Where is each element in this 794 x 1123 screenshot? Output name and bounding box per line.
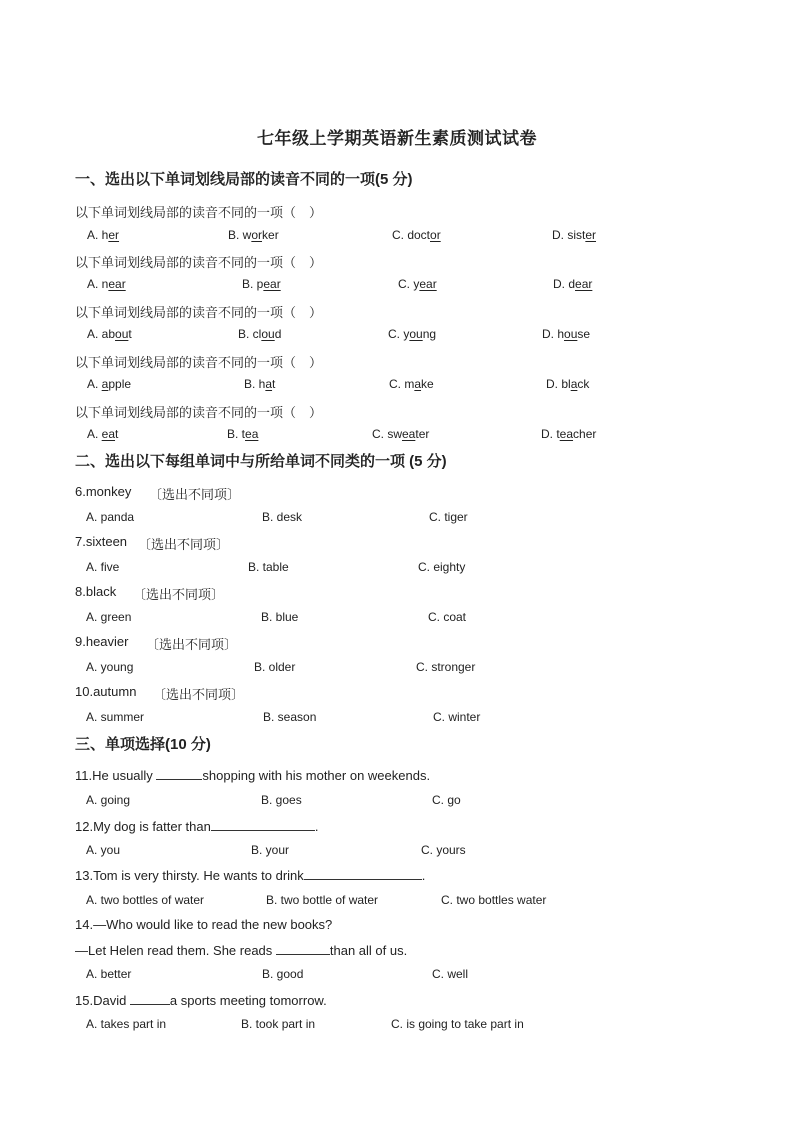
option-text: ng xyxy=(422,327,437,341)
exam-title: 七年级上学期英语新生素质测试试卷 xyxy=(257,129,537,148)
option-b[interactable]: B. two bottle of water xyxy=(266,893,379,907)
underlined-letters: ear xyxy=(108,277,126,291)
underlined-letters: a xyxy=(265,377,273,391)
option-c[interactable]: C. winter xyxy=(433,710,481,724)
option-a[interactable]: A. five xyxy=(86,560,120,574)
option-d[interactable] xyxy=(552,228,596,242)
question-14-line1: 14.—Who would like to read the new books? xyxy=(75,917,333,932)
option-text: t xyxy=(272,377,276,391)
question-prompt: 以下单词划线局部的读音不同的一项（ ） xyxy=(75,355,323,370)
option-b[interactable] xyxy=(244,377,275,391)
underlined-letters: ea xyxy=(402,427,416,441)
question-11: 11.He usually shopping with his mother on weekends. xyxy=(75,768,431,783)
option-text: ker xyxy=(262,228,279,242)
underlined-letters: ear xyxy=(263,277,281,291)
underlined-letters: ear xyxy=(419,277,437,291)
option-text: C. y xyxy=(388,327,410,341)
question-13: 13.Tom is very thirsty. He wants to drink . xyxy=(75,868,426,883)
option-text: B. cl xyxy=(238,327,262,341)
option-text: C. y xyxy=(398,277,420,291)
option-c[interactable]: C. eighty xyxy=(418,560,466,574)
option-b[interactable]: B. took part in xyxy=(241,1017,316,1031)
answer-blank[interactable] xyxy=(130,992,170,1005)
answer-blank[interactable] xyxy=(304,867,422,880)
option-a[interactable]: A. you xyxy=(86,843,121,857)
option-c[interactable] xyxy=(372,427,429,441)
answer-blank[interactable] xyxy=(211,818,315,831)
option-c[interactable]: C. is going to take part in xyxy=(391,1017,524,1031)
option-b[interactable]: B. season xyxy=(263,710,317,724)
option-text: pple xyxy=(108,377,132,391)
option-text: t xyxy=(115,427,119,441)
question-hint: 〔选出不同项〕 xyxy=(146,637,238,652)
option-a[interactable]: A. two bottles of water xyxy=(86,893,205,907)
question-word: 8.black xyxy=(75,584,117,599)
option-text: A. xyxy=(87,377,102,391)
question-12: 12.My dog is fatter than . xyxy=(75,819,319,834)
option-text: D. sist xyxy=(552,228,586,242)
question-15: 15.David a sports meeting tomorrow. xyxy=(75,993,327,1008)
option-text: A. h xyxy=(87,228,109,242)
option-a[interactable] xyxy=(87,228,119,242)
option-text: ke xyxy=(421,377,434,391)
option-a[interactable] xyxy=(87,427,118,441)
option-text: C. m xyxy=(389,377,415,391)
option-b[interactable]: B. blue xyxy=(261,610,299,624)
option-a[interactable]: A. panda xyxy=(86,510,135,524)
option-text: se xyxy=(577,327,591,341)
option-text: cher xyxy=(573,427,597,441)
option-d[interactable] xyxy=(553,277,592,291)
section-heading: 一、选出以下单词划线局部的读音不同的一项(5 分) xyxy=(75,171,413,188)
option-text: C. doct xyxy=(392,228,431,242)
underlined-letters: ear xyxy=(575,277,593,291)
option-a[interactable] xyxy=(87,377,131,391)
option-a[interactable] xyxy=(87,327,132,341)
answer-blank[interactable] xyxy=(276,942,330,955)
option-c[interactable]: C. two bottles water xyxy=(441,893,547,907)
option-text: ck xyxy=(577,377,590,391)
option-text: t xyxy=(128,327,132,341)
option-c[interactable]: C. go xyxy=(432,793,461,807)
option-c[interactable]: C. tiger xyxy=(429,510,468,524)
option-text: B. h xyxy=(244,377,266,391)
option-b[interactable]: B. desk xyxy=(262,510,303,524)
option-a[interactable]: A. green xyxy=(86,610,132,624)
option-c[interactable]: C. stronger xyxy=(416,660,476,674)
question-hint: 〔选出不同项〕 xyxy=(133,587,225,602)
option-text: d xyxy=(274,327,282,341)
option-a[interactable]: A. better xyxy=(86,967,132,981)
option-a[interactable]: A. going xyxy=(86,793,131,807)
option-c[interactable] xyxy=(389,377,434,391)
underlined-letters: or xyxy=(430,228,441,242)
option-text: B. t xyxy=(227,427,246,441)
option-text: ter xyxy=(415,427,430,441)
question-word: 9.heavier xyxy=(75,634,129,649)
question-hint: 〔选出不同项〕 xyxy=(149,487,241,502)
option-b[interactable]: B. older xyxy=(254,660,296,674)
option-a[interactable]: A. takes part in xyxy=(86,1017,167,1031)
option-c[interactable] xyxy=(392,228,441,242)
section-heading: 三、单项选择(10 分) xyxy=(75,736,211,753)
question-word: 10.autumn xyxy=(75,684,137,699)
option-a[interactable] xyxy=(87,277,126,291)
option-c[interactable] xyxy=(398,277,437,291)
underlined-letters: er xyxy=(585,228,597,242)
question-word: 6.monkey xyxy=(75,484,132,499)
underlined-letters: ou xyxy=(409,327,423,341)
option-b[interactable] xyxy=(242,277,281,291)
option-text: D. t xyxy=(541,427,560,441)
underlined-letters: a xyxy=(101,377,109,391)
option-text: A. xyxy=(87,427,102,441)
question-prompt: 以下单词划线局部的读音不同的一项（ ） xyxy=(75,305,323,320)
option-d[interactable] xyxy=(541,427,596,441)
option-d[interactable] xyxy=(546,377,589,391)
option-b[interactable] xyxy=(227,427,258,441)
option-a[interactable]: A. young xyxy=(86,660,134,674)
option-d[interactable] xyxy=(542,327,590,341)
question-prompt: 以下单词划线局部的读音不同的一项（ ） xyxy=(75,405,323,420)
option-text: A. n xyxy=(87,277,109,291)
option-b[interactable]: B. your xyxy=(251,843,290,857)
underlined-letters: ou xyxy=(115,327,129,341)
option-text: A. ab xyxy=(87,327,116,341)
option-text: D. h xyxy=(542,327,565,341)
underlined-letters: er xyxy=(108,228,120,242)
option-c[interactable] xyxy=(388,327,436,341)
question-prompt: 以下单词划线局部的读音不同的一项（ ） xyxy=(75,205,323,220)
option-text: D. d xyxy=(553,277,576,291)
option-b[interactable] xyxy=(228,228,279,242)
question-word: 7.sixteen xyxy=(75,534,128,549)
underlined-letters: ea xyxy=(101,427,116,441)
underlined-letters: ou xyxy=(261,327,275,341)
question-prompt: 以下单词划线局部的读音不同的一项（ ） xyxy=(75,255,323,270)
option-b[interactable]: B. goes xyxy=(261,793,302,807)
option-b[interactable] xyxy=(238,327,281,341)
option-c[interactable]: C. yours xyxy=(421,843,466,857)
option-text: B. p xyxy=(242,277,264,291)
option-text: B. w xyxy=(228,228,252,242)
underlined-letters: ea xyxy=(245,427,259,441)
option-a[interactable]: A. summer xyxy=(86,710,145,724)
option-text: D. bl xyxy=(546,377,571,391)
underlined-letters: a xyxy=(414,377,422,391)
answer-blank[interactable] xyxy=(156,767,202,780)
section-heading: 二、选出以下每组单词中与所给单词不同类的一项 (5 分) xyxy=(75,453,447,470)
option-text: C. sw xyxy=(372,427,402,441)
option-b[interactable]: B. table xyxy=(248,560,289,574)
question-hint: 〔选出不同项〕 xyxy=(138,537,230,552)
underlined-letters: a xyxy=(570,377,578,391)
question-hint: 〔选出不同项〕 xyxy=(153,687,245,702)
underlined-letters: ou xyxy=(564,327,578,341)
option-c[interactable]: C. coat xyxy=(428,610,467,624)
underlined-letters: ea xyxy=(559,427,574,441)
option-c[interactable]: C. well xyxy=(432,967,469,981)
option-b[interactable]: B. good xyxy=(262,967,304,981)
underlined-letters: or xyxy=(251,228,263,242)
question-14: —Let Helen read them. She reads than all of us. xyxy=(75,943,408,958)
